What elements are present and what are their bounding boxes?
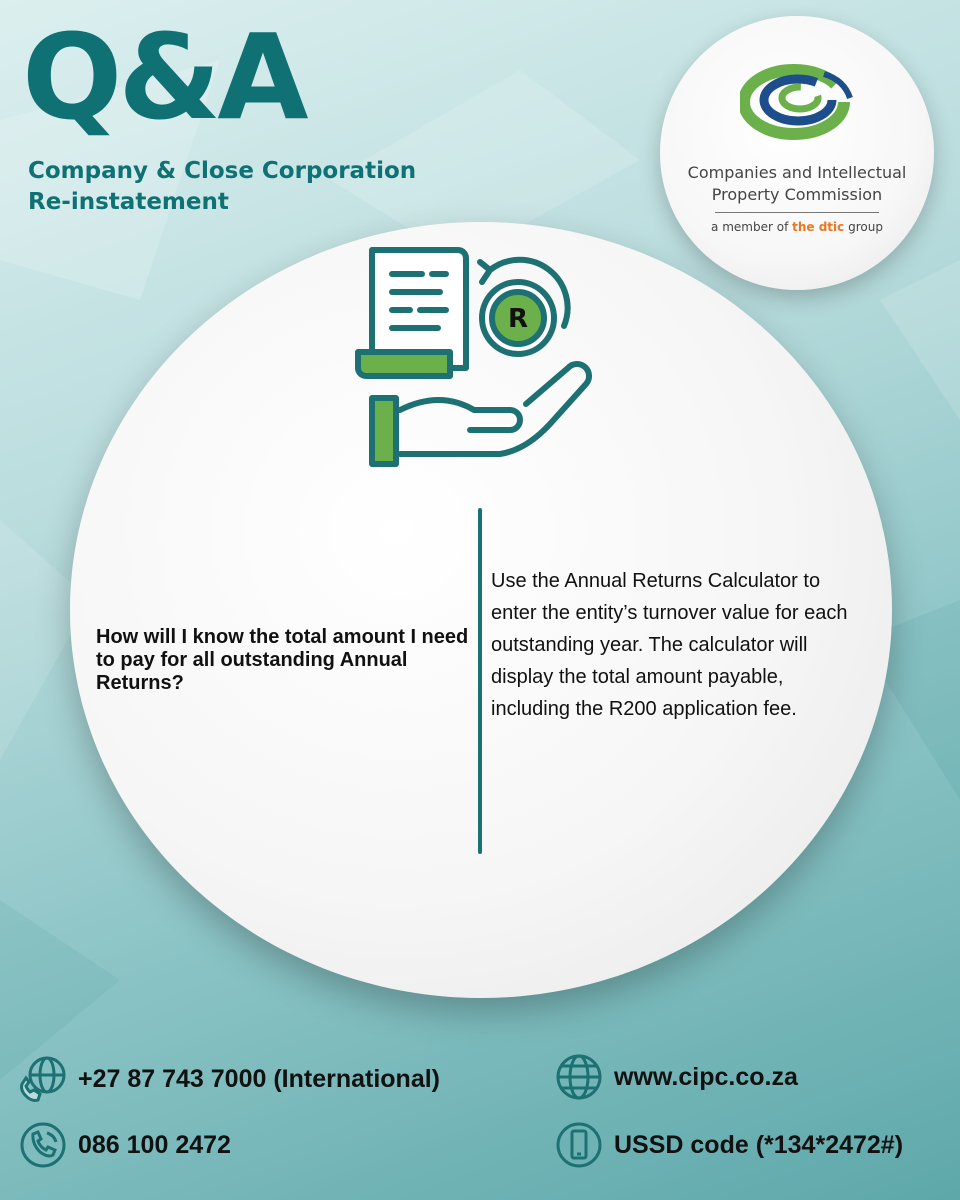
contact-local-phone[interactable]: [16, 1118, 231, 1172]
logo-divider: [715, 212, 879, 213]
qa-divider: [478, 508, 482, 854]
international-phone-number: +27 87 743 7000 (International): [78, 1064, 440, 1093]
cipc-logo-badge: [660, 16, 934, 290]
globe-phone-icon: [16, 1052, 70, 1106]
contact-ussd[interactable]: [552, 1118, 903, 1172]
logo-name: [660, 162, 934, 206]
page-subtitle: [28, 156, 416, 218]
page-title: Q&A: [22, 8, 305, 146]
website-url: www.cipc.co.za: [614, 1062, 798, 1091]
logo-member-prefix: a member of: [711, 220, 793, 234]
subtitle-line-2: Re-instatement: [28, 189, 229, 215]
globe-icon: [552, 1050, 606, 1104]
logo-name-line-1: Companies and Intellectual: [687, 163, 907, 182]
phone-icon: [16, 1118, 70, 1172]
currency-symbol: R: [507, 304, 529, 334]
logo-member-brand: the dtic: [792, 220, 845, 234]
cipc-logo-icon: [740, 54, 860, 154]
contact-international-phone[interactable]: [16, 1052, 440, 1106]
question-text: How will I know the total amount I need to pay for all outstanding Annual Returns?: [96, 626, 469, 694]
logo-member-line: [660, 220, 934, 234]
logo-name-line-2: Property Commission: [711, 185, 883, 204]
mobile-phone-icon: [552, 1118, 606, 1172]
answer-text: Use the Annual Returns Calculator to enter the entity’s turnover value for each outstanding year. The calculator will display the total amount payable, including the R200 application fee.: [491, 570, 848, 720]
local-phone-number: 086 100 2472: [78, 1130, 231, 1159]
contact-website[interactable]: [552, 1050, 798, 1104]
ussd-code: USSD code (*134*2472#): [614, 1130, 904, 1159]
subtitle-line-1: Company & Close Corporation: [28, 158, 417, 184]
document-coin-hand-icon: [350, 244, 610, 484]
logo-member-suffix: group: [844, 220, 883, 234]
